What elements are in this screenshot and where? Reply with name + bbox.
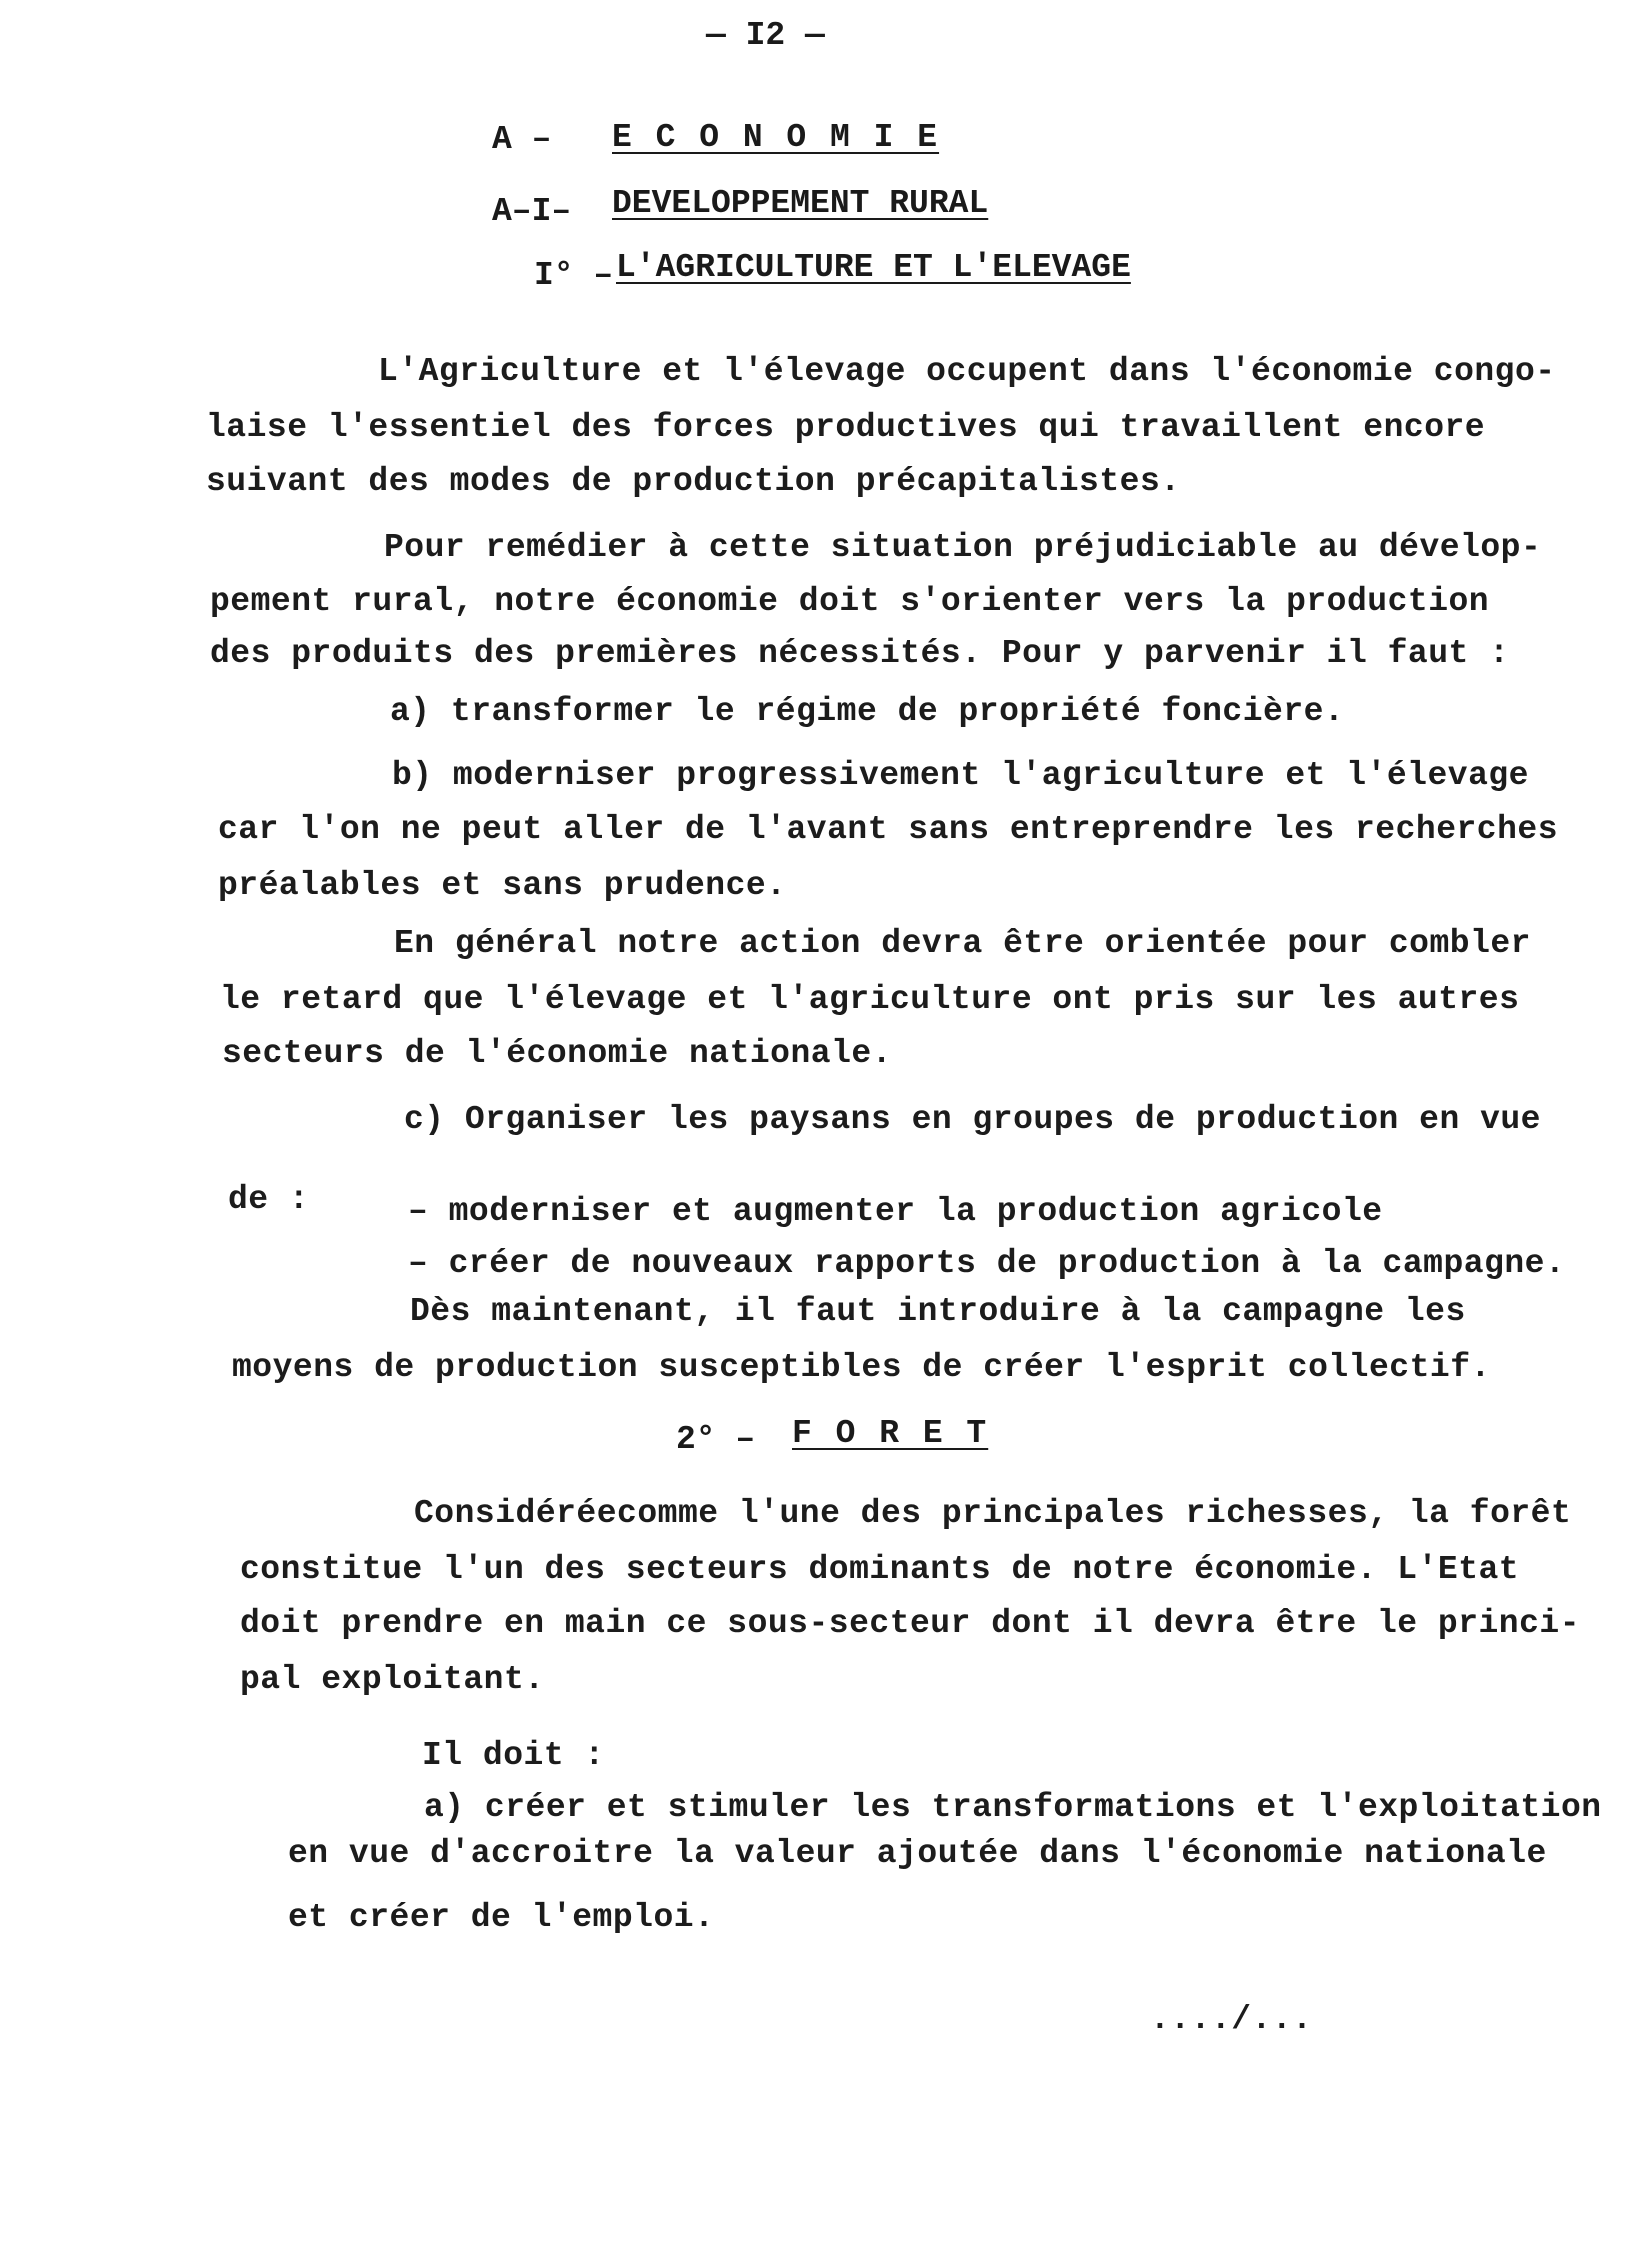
body-line: secteurs de l'économie nationale. bbox=[222, 1035, 893, 1072]
body-line: moyens de production susceptibles de créer l'esprit collectif. bbox=[232, 1349, 1491, 1386]
body-line: en vue d'accroitre la valeur ajoutée dans l'économie nationale bbox=[288, 1835, 1547, 1872]
heading-s1-title: L'AGRICULTURE ET L'ELEVAGE bbox=[616, 249, 1131, 286]
body-line: préalables et sans prudence. bbox=[218, 867, 787, 904]
list-item: – créer de nouveaux rapports de production à la campagne. bbox=[408, 1245, 1566, 1282]
body-line: suivant des modes de production précapitalistes. bbox=[206, 463, 1181, 500]
body-line: Il doit : bbox=[422, 1737, 605, 1774]
heading-a-title: E C O N O M I E bbox=[612, 119, 940, 156]
list-item: c) Organiser les paysans en groupes de production en vue bbox=[404, 1101, 1541, 1138]
body-line: des produits des premières nécessités. Pour y parvenir il faut : bbox=[210, 635, 1510, 672]
body-line: et créer de l'emploi. bbox=[288, 1899, 715, 1936]
heading-s2-label: 2° – bbox=[676, 1421, 756, 1458]
body-line: pal exploitant. bbox=[240, 1661, 545, 1698]
heading-a1-label: A–I– bbox=[492, 193, 572, 230]
body-line: En général notre action devra être orientée pour combler bbox=[394, 925, 1531, 962]
page-number: — I2 — bbox=[706, 17, 825, 54]
list-item: – moderniser et augmenter la production agricole bbox=[408, 1193, 1383, 1230]
body-line: de : bbox=[228, 1181, 310, 1218]
heading-a-label: A – bbox=[492, 121, 552, 158]
heading-s1-label: I° – bbox=[534, 257, 614, 294]
body-line: doit prendre en main ce sous-secteur dont il devra être le princi- bbox=[240, 1605, 1581, 1642]
list-item: b) moderniser progressivement l'agriculture et l'élevage bbox=[392, 757, 1529, 794]
body-line: constitue l'un des secteurs dominants de notre économie. L'Etat bbox=[240, 1551, 1520, 1588]
list-item: a) créer et stimuler les transformations et l'exploitation bbox=[424, 1789, 1602, 1826]
list-item: a) transformer le régime de propriété foncière. bbox=[390, 693, 1345, 730]
body-line: Dès maintenant, il faut introduire à la campagne les bbox=[410, 1293, 1466, 1330]
body-line: pement rural, notre économie doit s'orienter vers la production bbox=[210, 583, 1490, 620]
body-line: laise l'essentiel des forces productives qui travaillent encore bbox=[206, 409, 1486, 446]
body-line: le retard que l'élevage et l'agriculture ont pris sur les autres bbox=[220, 981, 1520, 1018]
heading-a1-title: DEVELOPPEMENT RURAL bbox=[612, 185, 989, 222]
body-line: Considéréecomme l'une des principales richesses, la forêt bbox=[414, 1495, 1572, 1532]
body-line: Pour remédier à cette situation préjudiciable au dévelop- bbox=[384, 529, 1542, 566]
body-line: car l'on ne peut aller de l'avant sans entreprendre les recherches bbox=[218, 811, 1559, 848]
heading-s2-title: F O R E T bbox=[792, 1415, 989, 1452]
continuation-marker: ..../... bbox=[1150, 2001, 1313, 2038]
body-line: L'Agriculture et l'élevage occupent dans l'économie congo- bbox=[378, 353, 1556, 390]
